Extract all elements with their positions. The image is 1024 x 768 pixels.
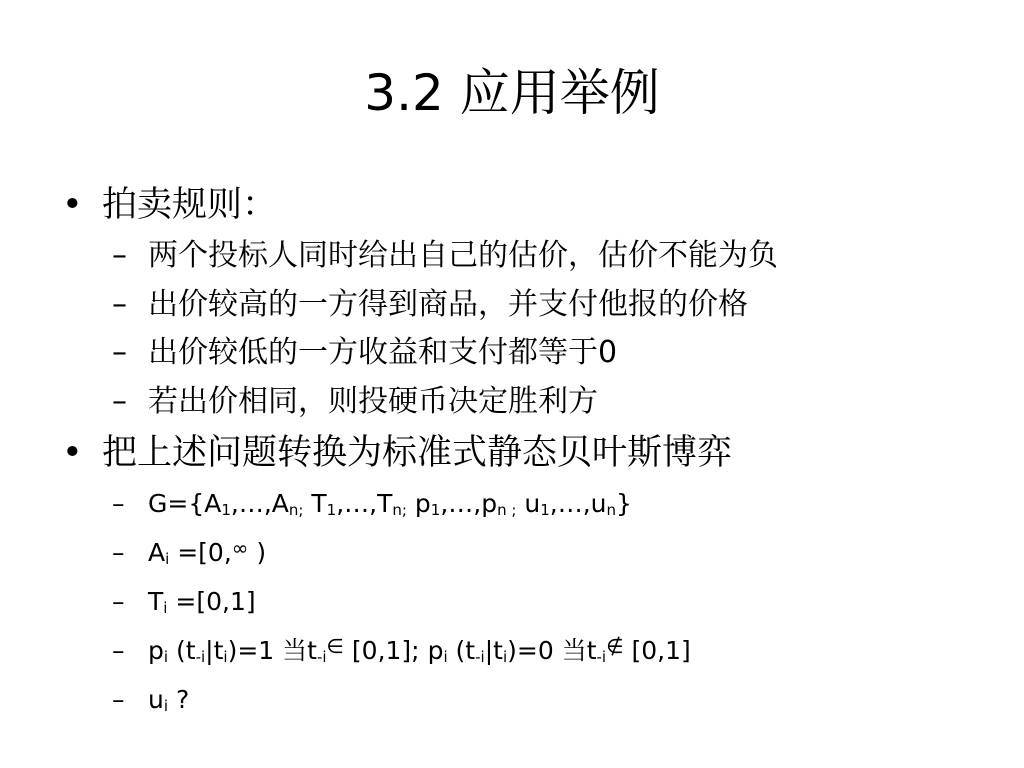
infinity-symbol: ∞ <box>231 535 249 560</box>
subscript: 1 <box>326 501 337 519</box>
formula-text: ,…,u <box>549 489 607 518</box>
subscript: 1 <box>221 501 231 519</box>
formula-text: u <box>148 685 164 714</box>
subscript: n <box>606 501 617 519</box>
formula-text: T <box>303 489 327 518</box>
rule-text: 两个投标人同时给出自己的估价，估价不能为负 <box>148 238 778 273</box>
formula-text: ? <box>168 685 190 714</box>
formula-text: 当 <box>282 635 308 665</box>
subscript: i <box>165 549 170 568</box>
formula-text: 当 <box>561 635 587 665</box>
formula-text: =[0,1] <box>167 587 256 616</box>
formula-text: )=0 <box>507 635 562 665</box>
formula-text: )=1 <box>227 635 283 665</box>
dash-glyph: – <box>112 383 127 419</box>
rule-text: 出价较高的一方得到商品，并支付他报的价格 <box>148 286 748 322</box>
dash-glyph: – <box>112 286 127 322</box>
game-definition-list <box>60 480 1000 725</box>
formula-text: ,…,p <box>440 489 498 518</box>
subscript: 1 <box>540 501 550 519</box>
subscript: 1 <box>430 501 441 519</box>
formula-text: A <box>148 537 166 567</box>
rule-text: 若出价相同，则投硬币决定胜利方 <box>148 383 598 419</box>
dash-glyph: – <box>112 489 125 518</box>
formula-text: |t <box>205 635 224 665</box>
action-space-line <box>60 529 1000 579</box>
subscript: i <box>163 647 169 666</box>
formula-text: (t <box>168 635 196 665</box>
game-tuple-line <box>60 480 1000 529</box>
dash-glyph: – <box>112 635 125 665</box>
subscript: -i <box>316 647 327 666</box>
rule-text: 出价较低的一方收益和支付都等于0 <box>148 335 618 370</box>
subscript: n; <box>288 501 304 519</box>
rule-item <box>60 378 1000 427</box>
formula-text: [0,1] <box>623 635 691 665</box>
subscript: i <box>163 599 168 617</box>
formula-text: } <box>616 489 632 518</box>
formula-text: t <box>307 635 317 665</box>
subscript: i <box>502 647 508 666</box>
bullet-glyph: • <box>62 185 83 225</box>
rule-item <box>60 232 1000 281</box>
slide-title: 3.2 应用举例 <box>364 64 660 122</box>
type-space-line <box>60 578 1000 627</box>
dash-glyph: – <box>112 587 125 616</box>
subscript: n ; <box>497 501 517 519</box>
formula-text: |t <box>484 635 503 665</box>
formula-text: ) <box>248 537 267 567</box>
formula-text: [0,1]; <box>343 635 428 665</box>
formula-text: p <box>148 635 164 665</box>
formula-text: G={A <box>148 489 222 518</box>
subscript: -i <box>195 647 206 666</box>
element-of-symbol: ∈ <box>326 633 344 658</box>
formula-text: u <box>516 489 541 518</box>
formula-text: T <box>148 587 164 616</box>
rule-item <box>60 281 1000 330</box>
bullet-auction-rules <box>60 178 1000 232</box>
formula-text: (t <box>447 635 476 665</box>
dash-glyph: – <box>112 685 125 714</box>
formula-text: p <box>427 635 444 665</box>
subscript: i <box>163 697 169 715</box>
dash-glyph: – <box>112 238 127 273</box>
formula-text: p <box>406 489 431 518</box>
bullet-bayesian-game <box>60 426 1000 480</box>
dash-glyph: – <box>112 537 125 567</box>
bullet-heading: 把上述问题转换为标准式静态贝叶斯博弈 <box>102 433 733 473</box>
subscript: -i <box>596 647 607 666</box>
bullet-glyph: • <box>62 433 83 473</box>
formula-text: t <box>586 635 597 665</box>
dash-glyph: – <box>112 335 127 370</box>
formula-text: =[0, <box>169 537 232 567</box>
utility-line <box>60 676 1000 725</box>
subscript: i <box>223 647 228 666</box>
formula-text: ,…,T <box>336 489 393 518</box>
subscript: -i <box>475 647 485 666</box>
rule-item <box>60 329 1000 378</box>
belief-line <box>60 627 1000 677</box>
slide-content <box>60 178 1000 725</box>
not-element-of-symbol: ∉ <box>606 633 624 658</box>
subscript: n; <box>392 501 407 519</box>
formula-text: ,…,A <box>230 489 289 518</box>
subscript: i <box>443 647 448 666</box>
auction-rules-list <box>60 232 1000 426</box>
bullet-heading: 拍卖规则： <box>102 185 278 225</box>
